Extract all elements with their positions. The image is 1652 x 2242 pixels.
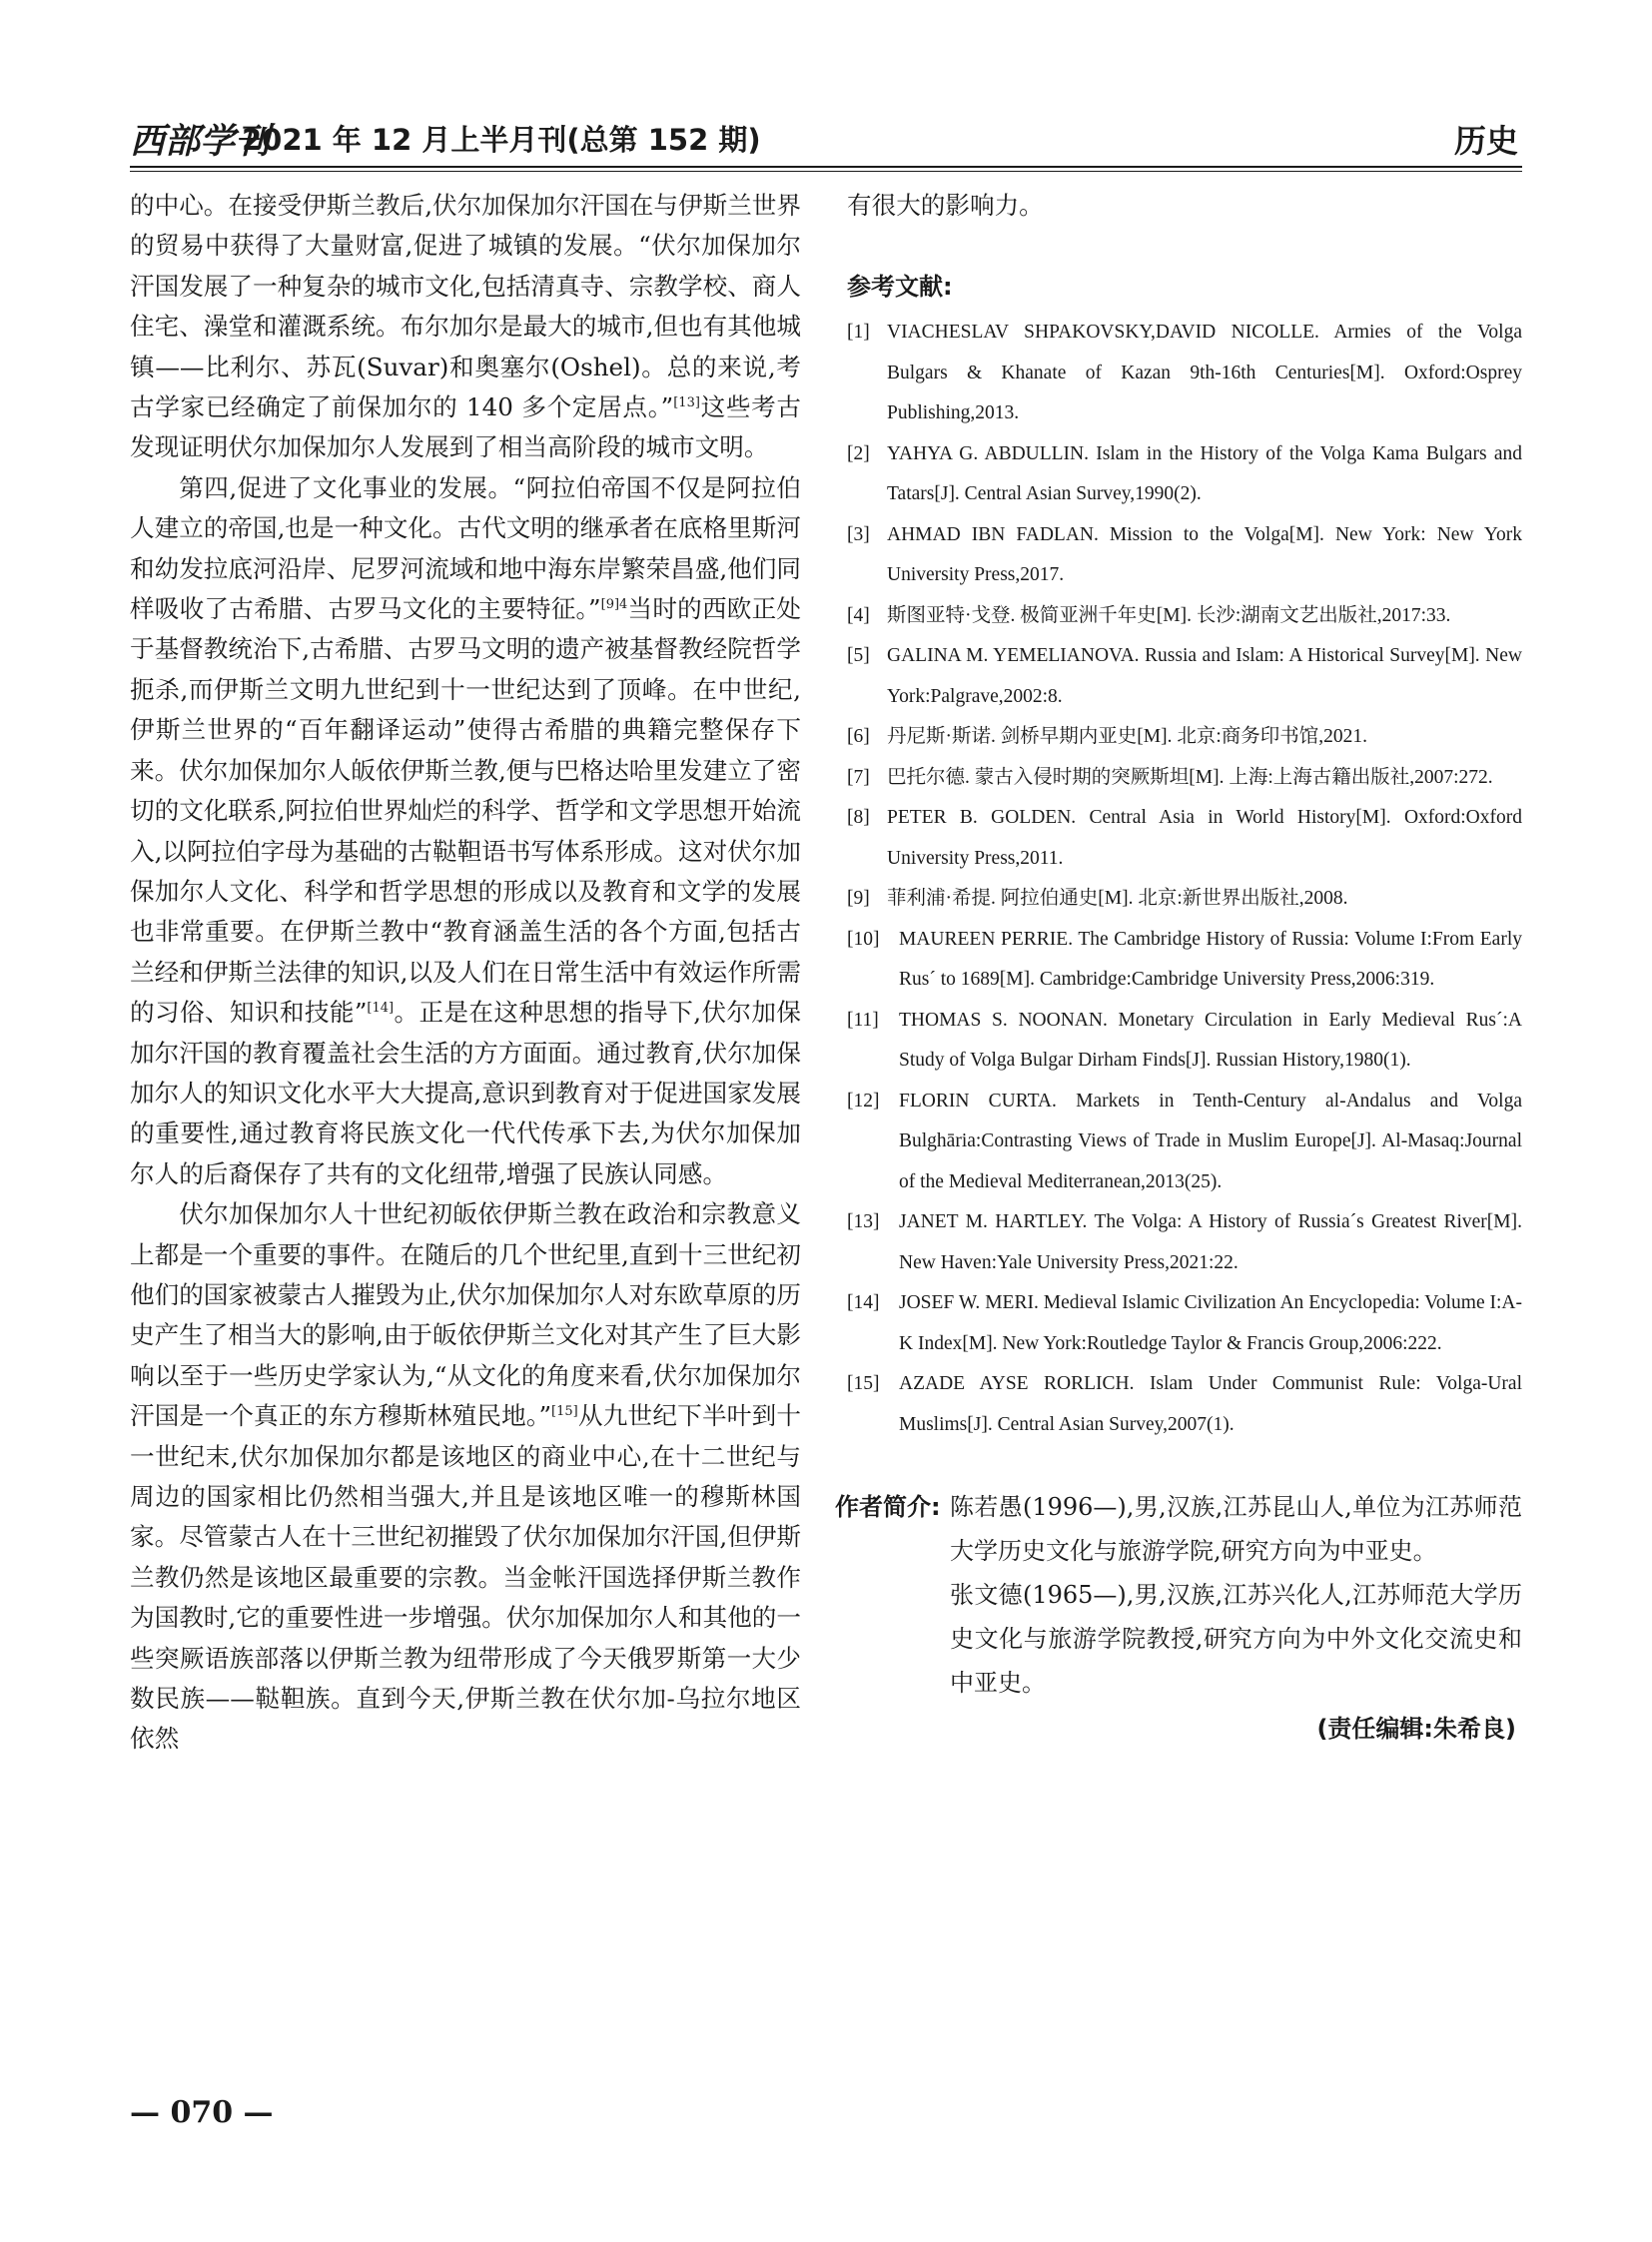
citation-14: [14] xyxy=(367,1000,395,1016)
continuation-text: 有很大的影响力。 xyxy=(847,191,1044,220)
left-column xyxy=(130,186,801,1760)
section-name: 历史 xyxy=(1453,122,1518,160)
reference-item: [3] AHMAD IBN FADLAN. Mission to the Volga[M]. New York: New York University Press,2017. xyxy=(847,523,1522,585)
references-heading: 参考文献: xyxy=(847,273,953,301)
citation-15: [15] xyxy=(551,1404,578,1419)
reference-item: [4] 斯图亚特·戈登. 极简亚洲千年史[M]. 长沙:湖南文艺出版社,2017:33. xyxy=(847,604,1451,626)
reference-item: [7] 巴托尔德. 蒙古入侵时期的突厥斯坦[M]. 上海:上海古籍出版社,2007:272. xyxy=(847,766,1493,788)
reference-item: [1] VIACHESLAV SHPAKOVSKY,DAVID NICOLLE. Armies of the Volga Bulgars & Khanate of Kazan 9th-16th Centuries[M]. Oxford:Osprey Publishing,2013. xyxy=(847,322,1522,423)
reference-item: [15] AZADE AYSE RORLICH. Islam Under Communist Rule: Volga-Ural Muslims[J]. Central Asian Survey,2007(1). xyxy=(847,1373,1522,1435)
references-list xyxy=(847,313,1522,1445)
header-rule xyxy=(130,166,1522,172)
author-label: 作者简介: xyxy=(835,1493,941,1521)
paragraph-3: 伏尔加保加尔人十世纪初皈依伊斯兰教在政治和宗教意义上都是一个重要的事件。在随后的几个世纪里,直到十三世纪初他们的国家被蒙古人摧毁为止,伏尔加保加尔人对东欧草原的历史产生了相当大的影响,由于皈依伊斯兰文化对其产生了巨大影响以至于一些历史学家认为,“从文化的角度来看,伏尔加保加尔汗国是一个真正的东方穆斯林殖民地。”[15]从九世纪下半叶到十一世纪末,伏尔加保加尔都是该地区的商业中心,在十二世纪与周边的国家相比仍然相当强大,并且是该地区唯一的穆斯林国家。尽管蒙古人在十三世纪初摧毁了伏尔加保加尔汗国,但伊斯兰教仍然是该地区最重要的宗教。当金帐汗国选择伊斯兰教作为国教时,它的重要性进一步增强。伏尔加保加尔人和其他的一些突厥语族部落以伊斯兰教为纽带形成了今天俄罗斯第一大少数民族——鞑靼族。直到今天,伊斯兰教在伏尔加-乌拉尔地区依然 xyxy=(130,1199,801,1754)
reference-item: [10] MAUREEN PERRIE. The Cambridge History of Russia: Volume I:From Early Rus´ to 1689[M]. Cambridge:Cambridge University Press,2006:319. xyxy=(847,928,1522,990)
reference-item: [9] 菲利浦·希提. 阿拉伯通史[M]. 北京:新世界出版社,2008. xyxy=(847,888,1348,909)
paragraph-1: 的中心。在接受伊斯兰教后,伏尔加保加尔汗国在与伊斯兰世界的贸易中获得了大量财富,促进了城镇的发展。“伏尔加保加尔汗国发展了一种复杂的城市文化,包括清真寺、宗教学校、商人住宅、澡堂和灌溉系统。布尔加尔是最大的城市,但也有其他城镇——比利尔、苏瓦(Suvar)和奥塞尔(Oshel)。总的来说,考古学家已经确定了前保加尔的 140 多个定居点。”[13]这些考古发现证明伏尔加保加尔人发展到了相当高阶段的城市文明。 xyxy=(130,191,801,462)
reference-item: [12] FLORIN CURTA. Markets in Tenth-Century al-Andalus and Volga Bulghāria:Contrasting Views of Trade in Muslim Europe[J]. Al-Masaq:Journal of the Medieval Mediterranean,2013(25). xyxy=(847,1090,1522,1192)
citation-9: [9]4 xyxy=(600,596,628,612)
author-1-bio: 陈若愚(1996—),男,汉族,江苏昆山人,单位为江苏师范大学历史文化与旅游学院,研究方向为中亚史。 xyxy=(950,1493,1522,1565)
page-number: — 070 — xyxy=(130,2095,274,2130)
reference-item: [6] 丹尼斯·斯诺. 剑桥早期内亚史[M]. 北京:商务印书馆,2021. xyxy=(847,726,1367,747)
page-header xyxy=(130,112,1522,162)
right-column xyxy=(835,186,1522,1751)
issue-info: 2021 年 12 月上半月刊(总第 152 期) xyxy=(242,123,761,157)
reference-item: [13] JANET M. HARTLEY. The Volga: A History of Russia´s Greatest River[M]. New Haven:Yale University Press,2021:22. xyxy=(847,1211,1522,1273)
reference-item: [11] THOMAS S. NOONAN. Monetary Circulation in Early Medieval Rus´:A Study of Volga Bulgar Dirham Finds[J]. Russian History,1980(1). xyxy=(847,1009,1522,1071)
paragraph-2: 第四,促进了文化事业的发展。“阿拉伯帝国不仅是阿拉伯人建立的帝国,也是一种文化。古代文明的继承者在底格里斯河和幼发拉底河沿岸、尼罗河流域和地中海东岸繁荣昌盛,他们同样吸收了古希腊、古罗马文化的主要特征。”$^{[9]4}$当时的西欧正处于基督教统治下,古希腊、古罗马文明的遗产被基督教经院哲学扼杀,而伊斯兰文明九世纪到十一世纪达到了顶峰。在中世纪,伊斯兰世界的“百年翻译运动”使得古希腊的典籍完整保存下来。伏尔加保加尔人皈依伊斯兰教,便与巴格达哈里发建立了密切的文化联系,阿拉伯世界灿烂的科学、哲学和文学思想开始流入,以阿拉伯字母为基础的古鞑靼语书写体系形成。这对伏尔加保加尔人文化、科学和哲学思想的形成以及教育和文学的发展也非常重要。在伊斯兰教中“教育涵盖生活的各个方面,包括古兰经和伊斯兰法律的知识,以及人们在日常生活中有效运作所需的习俗、知识和技能”[14]。正是在这种思想的指导下,伏尔加保加尔汗国的教育覆盖社会生活的方方面面。通过教育,伏尔加保加尔人的知识文化水平大大提高,意识到教育对于促进国家发展的重要性,通过教育将民族文化一代代传承下去,为伏尔加保加尔人的后裔保存了共有的文化纽带,增强了民族认同感。 xyxy=(130,472,801,1188)
reference-item: [5] GALINA M. YEMELIANOVA. Russia and Islam: A Historical Survey[M]. New York:Palgrave,2002:8. xyxy=(847,645,1522,707)
journal-logo: 西部学刊 xyxy=(130,121,271,162)
reference-item: [14] JOSEF W. MERI. Medieval Islamic Civilization An Encyclopedia: Volume I:A-K Index[M]. New York:Routledge Taylor & Francis Group,2006:222. xyxy=(847,1292,1522,1354)
citation-13: [13] xyxy=(673,394,700,410)
responsible-editor: (责任编辑:朱希良) xyxy=(1316,1715,1516,1743)
reference-item: [8] PETER B. GOLDEN. Central Asia in World History[M]. Oxford:Oxford University Press,2011. xyxy=(847,807,1522,869)
author-2-bio: 张文德(1965—),男,汉族,江苏兴化人,江苏师范大学历史文化与旅游学院教授,研究方向为中外文化交流史和中亚史。 xyxy=(950,1581,1522,1697)
author-info xyxy=(835,1485,1522,1705)
reference-item: [2] YAHYA G. ABDULLIN. Islam in the History of the Volga Kama Bulgars and Tatars[J]. Central Asian Survey,1990(2). xyxy=(847,442,1522,504)
